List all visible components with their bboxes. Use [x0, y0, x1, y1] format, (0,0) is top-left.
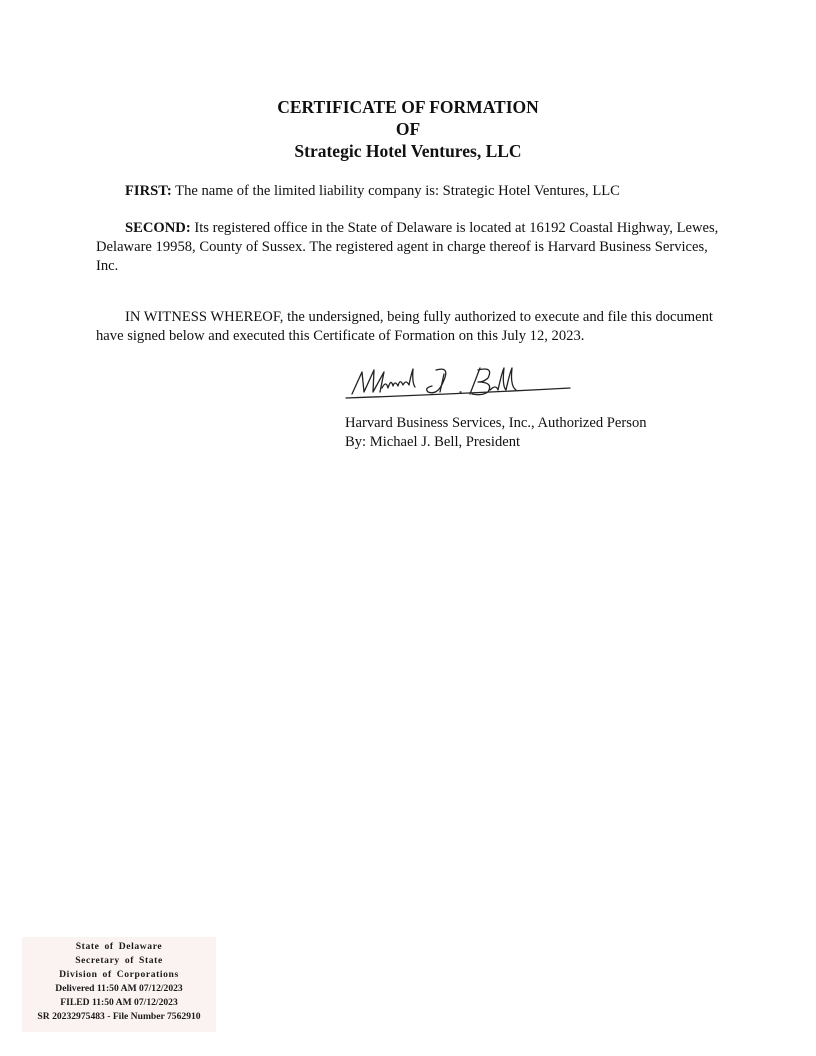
signer-organization: Harvard Business Services, Inc., Authorized Person [345, 415, 647, 431]
signature-icon [340, 358, 580, 408]
title-line-certificate: CERTIFICATE OF FORMATION [277, 97, 539, 117]
article-second-text: Its registered office in the State of Delaware is located at 16192 Coastal Highway, Lewes, Delaware 19958, County of Sussex. The registered agent in charge thereof is Harvard Business Services, Inc. [96, 220, 719, 274]
stamp-line-filed: FILED 11:50 AM 07/12/2023 [60, 997, 178, 1008]
stamp-line-delivered: Delivered 11:50 AM 07/12/2023 [55, 983, 183, 994]
stamp-line-division: Division of Corporations [59, 969, 179, 980]
witness-clause [96, 308, 726, 346]
stamp-line-file-number: SR 20232975483 - File Number 7562910 [37, 1011, 201, 1022]
witness-clause-text: IN WITNESS WHEREOF, the undersigned, being fully authorized to execute and file this document have signed below and executed this Certificate of Formation on this July 12, 2023. [96, 309, 713, 344]
article-first-label: FIRST: [125, 183, 172, 199]
article-second [96, 219, 726, 276]
article-first [96, 182, 726, 201]
signature-caption [345, 414, 647, 452]
stamp-line-secretary: Secretary of State [75, 955, 163, 966]
article-second-label: SECOND: [125, 220, 191, 236]
title-line-company-name: Strategic Hotel Ventures, LLC [294, 141, 522, 161]
handwritten-signature [340, 358, 580, 408]
filing-stamp [22, 937, 216, 1032]
stamp-line-state: State of Delaware [75, 941, 163, 952]
certificate-title [0, 96, 816, 162]
article-first-text: The name of the limited liability company is: Strategic Hotel Ventures, LLC [175, 183, 620, 199]
title-line-of: OF [395, 119, 421, 139]
signer-name-title: By: Michael J. Bell, President [345, 434, 521, 450]
